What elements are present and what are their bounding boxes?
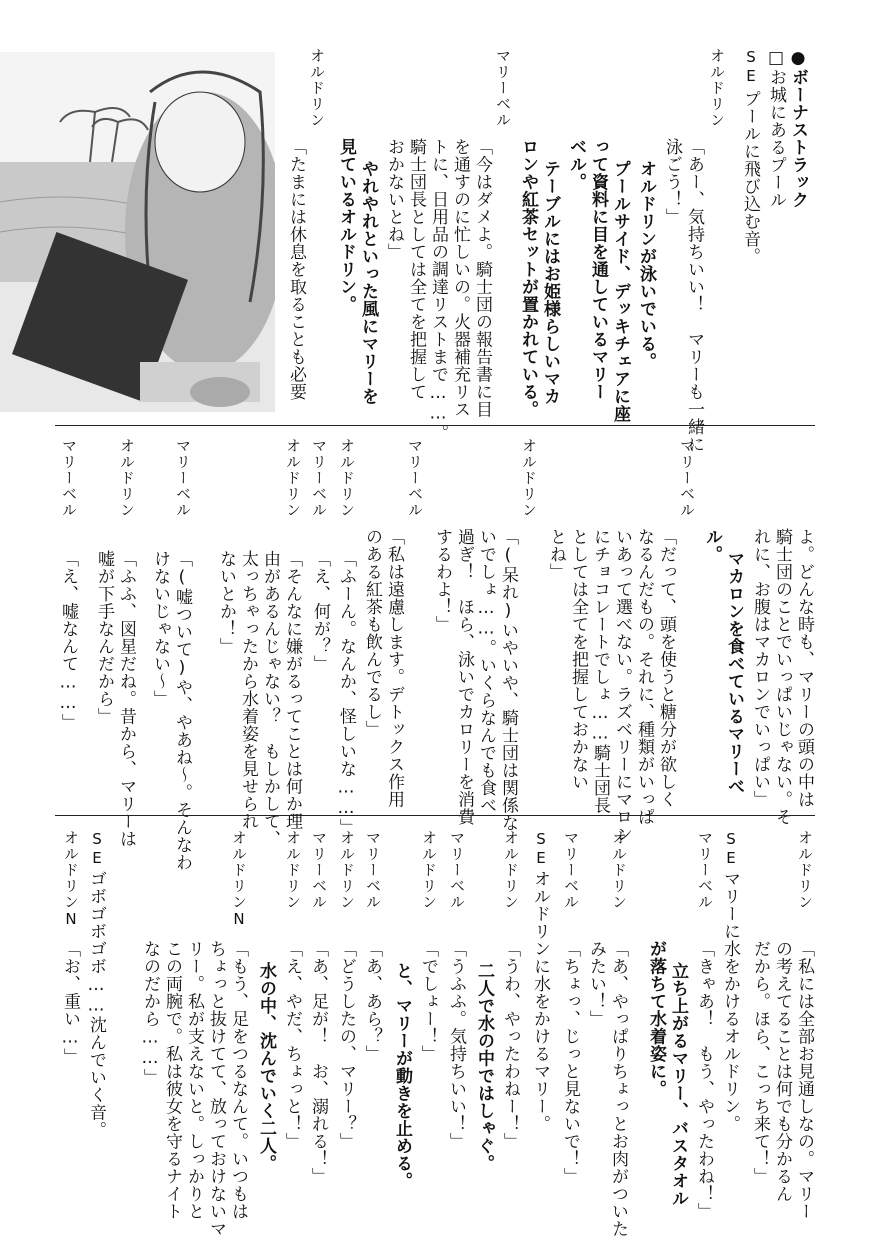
speaker-label: SE (532, 830, 550, 868)
dialog-line: としては全てを把握しておかない (568, 528, 588, 791)
dialog-line: 「でしょー！」 (418, 940, 438, 1063)
dialog-line: とね」 (546, 528, 566, 581)
dialog-line: のある紅茶も飲んでるし」 (362, 528, 382, 738)
speaker-label: オルドリンN (62, 830, 80, 929)
speaker-label: マリーベル (562, 830, 580, 910)
dialog-line: 「え、嘘なんて……」 (58, 550, 78, 731)
dialog-line: れに、お腹はマカロンでいっぱい」 (750, 528, 770, 808)
dialog-line: を通すのに忙しいの。火器補充リス (450, 138, 470, 418)
direction-line: プールサイド、デッキチェアに座 (610, 160, 630, 423)
dialog-line: この両腕で。私は彼女を守るナイト (162, 940, 182, 1220)
direction-line: マカロンを食べているマリーべ (724, 550, 744, 795)
dialog-line: 太っちゃったから水着姿を見せられ (238, 550, 258, 830)
speaker-label: SE (88, 830, 106, 868)
speaker-label: マリーベル (60, 438, 78, 518)
dialog-line: ないとか！」 (216, 550, 236, 655)
direction-line: が落ちて水着姿に。 (646, 940, 666, 1098)
dialog-line: ゴボゴボゴボ……沈んでいく音。 (86, 870, 106, 1139)
dialog-line: プールに飛び込む音。 (740, 90, 760, 265)
dialog-line: 騎士団長としては全てを把握して (406, 138, 426, 401)
speaker-label: マリーベル (364, 830, 382, 910)
speaker-label: オルドリン (284, 438, 302, 518)
dialog-line: 「きゃあ！ もう、やったわね！」 (694, 940, 714, 1220)
speaker-label: マリーベル (174, 438, 192, 518)
speaker-label: オルドリン (502, 830, 520, 910)
dialog-line: 「お、重い…」 (60, 940, 80, 1066)
dialog-line: 「たまには休息を取ることも必要 (286, 138, 306, 401)
direction-line: 二人で水の中ではしゃぐ。 (474, 962, 494, 1172)
direction-line: ル。 (702, 528, 722, 563)
speaker-label: SE (722, 830, 740, 868)
dialog-line: けないじゃない～」 (150, 550, 170, 708)
dialog-line: 「あ、足が！ お、溺れる！」 (308, 940, 328, 1185)
speaker-label: オルドリン (338, 830, 356, 910)
dialog-line: 「(嘘ついて)や、やあね～。そんなわ (172, 550, 192, 871)
dialog-line: いでしょ……。いくらなんでも食べ (476, 528, 496, 814)
speaker-label: マリーベル (696, 830, 714, 910)
speaker-label: オルドリン (708, 48, 726, 128)
direction-line: 立ち上がるマリー、バスタオル (668, 962, 688, 1207)
dialog-line: おかないとね」 (384, 138, 404, 261)
direction-line: ロンや紅茶セットが置かれている。 (518, 138, 538, 418)
speaker-label: オルドリン (610, 830, 628, 910)
direction-line: 水の中、沈んでいく二人。 (256, 962, 276, 1172)
direction-line: オルドリンが泳いでいる。 (636, 160, 656, 370)
dialog-line: なのだから……」 (140, 940, 160, 1086)
dialog-line: の考えてることは何でも分かるん (772, 940, 792, 1203)
dialog-line: にチョコレートでしょ……騎士団長 (590, 528, 610, 814)
speaker-label: オルドリン (118, 438, 136, 518)
direction-line: と、マリーが動きを止める。 (392, 962, 412, 1190)
speaker-label: オルドリン (284, 830, 302, 910)
speaker-label: オルドリン (420, 830, 438, 910)
speaker-label: マリーベル (494, 48, 512, 128)
dialog-line: 「どうしたの、マリー？」 (336, 940, 356, 1150)
dialog-line: オルドリンに水をかけるマリー。 (530, 870, 550, 1133)
speaker-label: オルドリン (796, 830, 814, 910)
speaker-label: SE (742, 48, 760, 86)
speaker-label: オルドリン (308, 48, 326, 128)
dialog-line: よ。どんな時も、マリーの頭の中は (794, 528, 814, 808)
dialog-line: リー。私が支えないと。しっかりと (184, 940, 204, 1220)
dialog-line: いあって選べない。ラズベリーにマロン (612, 528, 632, 843)
dialog-line: トに、日用品の調達リストまで……。 (428, 138, 448, 442)
section-divider (55, 815, 815, 816)
dialog-line: 「ちょっ、じっと見ないで！」 (560, 940, 580, 1185)
dialog-line: 過ぎ！ ほら、泳いでカロリーを消費 (454, 528, 474, 826)
dialog-line: 「あ、あら？」 (362, 940, 382, 1063)
direction-line: やれやれといった風にマリーを (358, 160, 378, 405)
dialog-line: みたい！」 (586, 940, 606, 1028)
dialog-line: 「私は遠慮します。デトックス作用 (384, 528, 404, 808)
dialog-line: 「うふふ。気持ちいい！」 (446, 940, 466, 1150)
speaker-label: マリーベル (678, 438, 696, 518)
speaker-label: オルドリン (520, 438, 538, 518)
dialog-line: 「あ、やっぱりちょっとお肉がついた (608, 940, 628, 1238)
band-top (0, 48, 869, 453)
direction-line: テーブルにはお姫様らしいマカ (540, 160, 560, 405)
speaker-label: マリーベル (310, 830, 328, 910)
dialog-line: 「あー、気持ちいい！ マリーも一緒に (684, 138, 704, 453)
dialog-line: 「(呆れ)いやいや、騎士団は関係な (498, 528, 518, 832)
dialog-line: 「今はダメよ。騎士団の報告書に目 (472, 138, 492, 418)
speaker-label: マリーベル (406, 438, 424, 518)
dialog-line: だから。ほら、こっち来て！」 (750, 940, 770, 1185)
dialog-line: 由があるんじゃない？ もしかして、 (260, 550, 280, 848)
speaker-label: マリーベル (310, 438, 328, 518)
dialog-line: 「私には全部お見通しなの。マリー (794, 940, 814, 1220)
direction-line: 見ているオルドリン。 (336, 138, 356, 313)
dialog-line: 騎士団のことでいっぱいじゃない。そ (772, 528, 792, 826)
dialog-line: 「え、やだ、ちょっと！」 (282, 940, 302, 1150)
dialog-line: 泳ごう！」 (662, 138, 682, 226)
bonus-track-heading: ●ボーナストラック (788, 48, 808, 209)
dialog-line: 「え、何が？」 (310, 550, 330, 673)
band-bottom (0, 822, 869, 1238)
dialog-line: なるんだもの。それに、種類がいっぱ (634, 528, 654, 826)
dialog-line: するわよ！」 (432, 528, 452, 633)
dialog-line: 「そんなに嫌がるってことは何か理 (282, 550, 302, 830)
scene-heading: □お城にあるプール (766, 48, 786, 209)
section-divider (55, 425, 815, 426)
direction-line: って資料に目を通しているマリー (588, 138, 608, 401)
dialog-line: 「ふーん。なんか、怪しいな……」 (336, 550, 356, 836)
speaker-label: オルドリン (338, 438, 356, 518)
dialog-line: 「だって、頭を使うと糖分が欲しく (656, 528, 676, 808)
dialog-line: マリーに水をかけるオルドリン。 (720, 870, 740, 1133)
dialog-line: ちょっと抜けてて、放っておけないマ (206, 940, 226, 1238)
speaker-label: マリーベル (448, 830, 466, 910)
dialog-line: 「ふふ、図星だね。昔から、マリーは (116, 550, 136, 848)
dialog-line: 「もう、足をつるなんて。いつもは (228, 940, 248, 1220)
speaker-label: オルドリンN (230, 830, 248, 929)
dialog-line: 「うわ、やったわねー！」 (500, 940, 520, 1150)
dialog-line: 嘘が下手なんだから」 (94, 550, 114, 725)
direction-line: ベル。 (566, 138, 586, 191)
